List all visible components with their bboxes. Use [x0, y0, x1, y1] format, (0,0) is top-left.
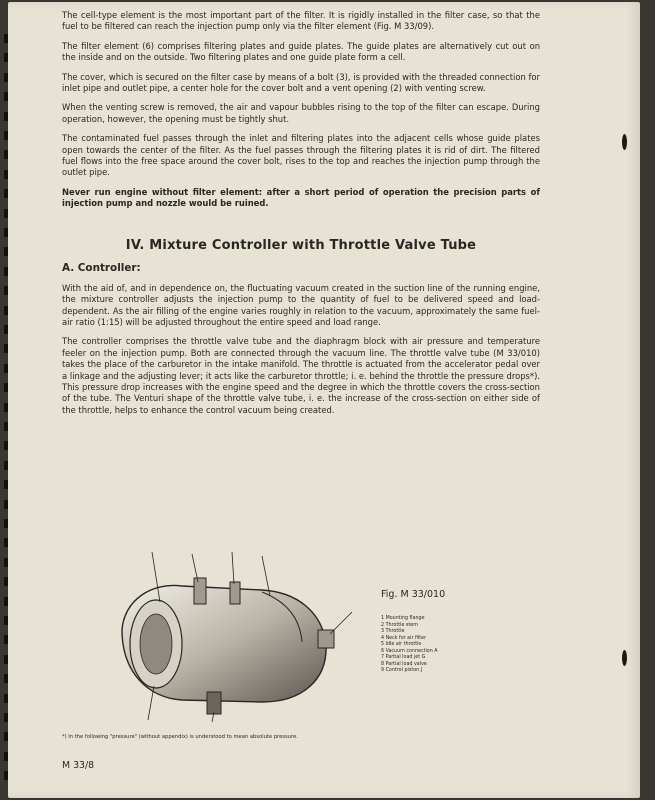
paragraph-venting: When the venting screw is removed, the air and vapour bubbles rising to the top of the filter can escape. During operation, however, the opening must be tightly shut.	[62, 102, 540, 124]
figure-legend	[381, 616, 438, 675]
section-title: IV. Mixture Controller with Throttle Valve Tube	[125, 237, 477, 253]
legend-item: 7 Partial load jet G	[381, 655, 426, 660]
legend-item: 9 Control piston J	[381, 668, 423, 673]
footnote: *) In the following "pressure" (without appendix) is understood to mean absolute pressure.	[62, 734, 298, 740]
legend-item: 3 Throttle	[381, 629, 405, 634]
legend-item: 8 Partial load valve	[381, 661, 427, 667]
body-text	[62, 10, 540, 424]
throttle-valve-tube-illustration	[112, 552, 364, 722]
page-number: M 33/8	[62, 760, 95, 771]
warning-text: Never run engine without filter element: after a short period of operation the precision parts of injection pump and nozzle would be ruined.	[62, 186, 540, 209]
binder-hole	[622, 650, 627, 666]
binder-hole	[622, 134, 627, 150]
legend-item: 5 Idle air throttle	[381, 642, 422, 647]
legend-item: 1 Mounting flange	[381, 616, 425, 621]
legend-item: 6 Vacuum connection A	[381, 648, 438, 654]
legend-item: 4 Neck for air filter	[381, 635, 427, 641]
paragraph-cover: The cover, which is secured on the filter case by means of a bolt (3), is provided with the threaded connection for inlet pipe and outlet pipe, a center hole for the cover bolt and a vent opening (2) with venting screw.	[62, 71, 540, 94]
paragraph-filter-plates: The filter element (6) comprises filtering plates and guide plates. The guide plates are alternatively cut out on the inside and on the outside. Two filtering plates and one guide plate form a cell.	[62, 40, 540, 63]
paragraph-controller-intro: With the aid of, and in dependence on, the fluctuating vacuum created in the suction line of the running engine, the mixture controller adjusts the injection pump to the quantity of fuel to be delivered speed and load-dependent. As the air filling of the engine varies roughly in relation to the vacuum, approximately the same fuel-air ratio (1:15) will be adjusted throughout the entire speed and load range.	[62, 282, 540, 327]
paragraph-filter-element: The cell-type element is the most important part of the filter. It is rigidly installed in the filter case, so that the fuel to be filtered can reach the injection pump only via the filter element (Fig. M 33/09).	[62, 10, 540, 32]
figure-caption: Fig. M 33/010	[381, 589, 446, 600]
subsection-title: A. Controller:	[62, 261, 141, 274]
paragraph-fuel-flow: The contaminated fuel passes through the inlet and filtering plates into the adjacent cells whose guide plates open towards the center of the filter. As the fuel passes through the filtering plates it is rid of dirt. The filtered fuel flows into the free space around the cover bolt, rises to the top and reaches the injection pump through the outlet pipe.	[62, 133, 540, 178]
legend-item: 2 Throttle stem	[381, 622, 418, 628]
paragraph-controller-components: The controller comprises the throttle valve tube and the diaphragm block with air pressure and temperature feeler on the injection pump. Both are connected through the vacuum line. The throttle valve tube (M 33/010) takes the place of the carburetor in the intake manifold. The throttle is actuated from the accelerator pedal over a linkage and the adjusting lever; it acts like the carburetor throttle; i. e. behind the throttle the pressure drops*). This pressure drop increases with the engine speed and the degree in which the throttle covers the cross-section of the tube. The Venturi shape of the throttle valve tube, i. e. the increase of the cross-section on either side of the throttle, helps to enhance the control vacuum being created.	[62, 336, 540, 415]
